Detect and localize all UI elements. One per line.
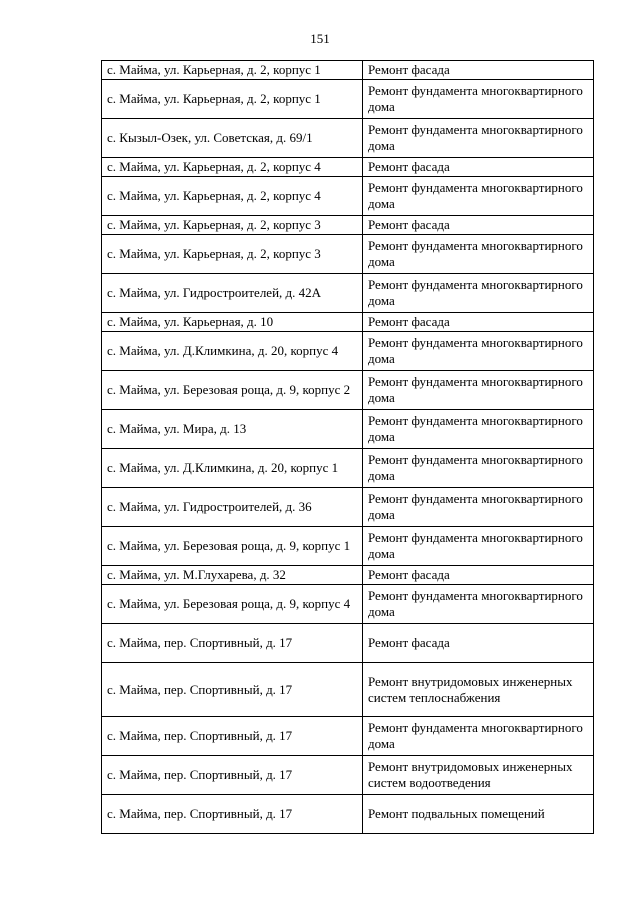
table-row bbox=[102, 527, 594, 566]
work-type-cell: Ремонт фундамента многоквартирного дома bbox=[363, 527, 594, 566]
address-cell: с. Майма, пер. Спортивный, д. 17 bbox=[102, 795, 363, 834]
table-row bbox=[102, 410, 594, 449]
address-cell: с. Майма, ул. Гидростроителей, д. 36 bbox=[102, 488, 363, 527]
address-cell: с. Майма, ул. Березовая роща, д. 9, корпус 1 bbox=[102, 527, 363, 566]
work-type-cell: Ремонт фундамента многоквартирного дома bbox=[363, 119, 594, 158]
work-type-cell: Ремонт фундамента многоквартирного дома bbox=[363, 488, 594, 527]
address-cell: с. Майма, ул. Карьерная, д. 2, корпус 4 bbox=[102, 158, 363, 177]
address-cell: с. Майма, ул. Карьерная, д. 2, корпус 1 bbox=[102, 80, 363, 119]
address-cell: с. Майма, ул. Березовая роща, д. 9, корпус 2 bbox=[102, 371, 363, 410]
work-type-cell: Ремонт фундамента многоквартирного дома bbox=[363, 449, 594, 488]
address-cell: с. Майма, ул. Гидростроителей, д. 42А bbox=[102, 274, 363, 313]
work-type-cell: Ремонт фундамента многоквартирного дома bbox=[363, 274, 594, 313]
table-row bbox=[102, 61, 594, 80]
table-row bbox=[102, 449, 594, 488]
table-row bbox=[102, 663, 594, 717]
address-cell: с. Майма, ул. Карьерная, д. 2, корпус 3 bbox=[102, 216, 363, 235]
address-cell: с. Майма, ул. М.Глухарева, д. 32 bbox=[102, 566, 363, 585]
address-cell: с. Майма, ул. Д.Климкина, д. 20, корпус 4 bbox=[102, 332, 363, 371]
table-row bbox=[102, 624, 594, 663]
table-row bbox=[102, 488, 594, 527]
table-row bbox=[102, 119, 594, 158]
work-type-cell: Ремонт фундамента многоквартирного дома bbox=[363, 235, 594, 274]
table-row bbox=[102, 235, 594, 274]
work-type-cell: Ремонт фундамента многоквартирного дома bbox=[363, 717, 594, 756]
work-type-cell: Ремонт фасада bbox=[363, 61, 594, 80]
work-type-cell: Ремонт фасада bbox=[363, 216, 594, 235]
work-type-cell: Ремонт фасада bbox=[363, 158, 594, 177]
table-row bbox=[102, 158, 594, 177]
address-cell: с. Майма, пер. Спортивный, д. 17 bbox=[102, 756, 363, 795]
work-type-cell: Ремонт фундамента многоквартирного дома bbox=[363, 585, 594, 624]
address-cell: с. Майма, пер. Спортивный, д. 17 bbox=[102, 717, 363, 756]
work-type-cell: Ремонт внутридомовых инженерных систем теплоснабжения bbox=[363, 663, 594, 717]
table-row bbox=[102, 795, 594, 834]
work-type-cell: Ремонт фундамента многоквартирного дома bbox=[363, 410, 594, 449]
table-row bbox=[102, 80, 594, 119]
address-cell: с. Майма, ул. Д.Климкина, д. 20, корпус 1 bbox=[102, 449, 363, 488]
address-cell: с. Майма, ул. Карьерная, д. 2, корпус 4 bbox=[102, 177, 363, 216]
table-row bbox=[102, 756, 594, 795]
table-row bbox=[102, 332, 594, 371]
work-type-cell: Ремонт фундамента многоквартирного дома bbox=[363, 177, 594, 216]
work-type-cell: Ремонт подвальных помещений bbox=[363, 795, 594, 834]
page-number: 151 bbox=[310, 31, 330, 46]
address-cell: с. Майма, ул. Карьерная, д. 2, корпус 3 bbox=[102, 235, 363, 274]
work-type-cell: Ремонт фасада bbox=[363, 566, 594, 585]
table-row bbox=[102, 371, 594, 410]
table-row bbox=[102, 313, 594, 332]
table-row bbox=[102, 585, 594, 624]
work-type-cell: Ремонт фундамента многоквартирного дома bbox=[363, 332, 594, 371]
address-cell: с. Майма, ул. Мира, д. 13 bbox=[102, 410, 363, 449]
table-row bbox=[102, 274, 594, 313]
work-type-cell: Ремонт фасада bbox=[363, 313, 594, 332]
table-row bbox=[102, 177, 594, 216]
repair-works-table bbox=[101, 60, 594, 834]
table-row bbox=[102, 216, 594, 235]
address-cell: с. Майма, ул. Березовая роща, д. 9, корпус 4 bbox=[102, 585, 363, 624]
address-cell: с. Майма, пер. Спортивный, д. 17 bbox=[102, 624, 363, 663]
address-cell: с. Майма, ул. Карьерная, д. 2, корпус 1 bbox=[102, 61, 363, 80]
address-cell: с. Майма, пер. Спортивный, д. 17 bbox=[102, 663, 363, 717]
work-type-cell: Ремонт фасада bbox=[363, 624, 594, 663]
table-row bbox=[102, 717, 594, 756]
address-cell: с. Кызыл-Озек, ул. Советская, д. 69/1 bbox=[102, 119, 363, 158]
work-type-cell: Ремонт фундамента многоквартирного дома bbox=[363, 80, 594, 119]
work-type-cell: Ремонт фундамента многоквартирного дома bbox=[363, 371, 594, 410]
table-row bbox=[102, 566, 594, 585]
address-cell: с. Майма, ул. Карьерная, д. 10 bbox=[102, 313, 363, 332]
work-type-cell: Ремонт внутридомовых инженерных систем водоотведения bbox=[363, 756, 594, 795]
